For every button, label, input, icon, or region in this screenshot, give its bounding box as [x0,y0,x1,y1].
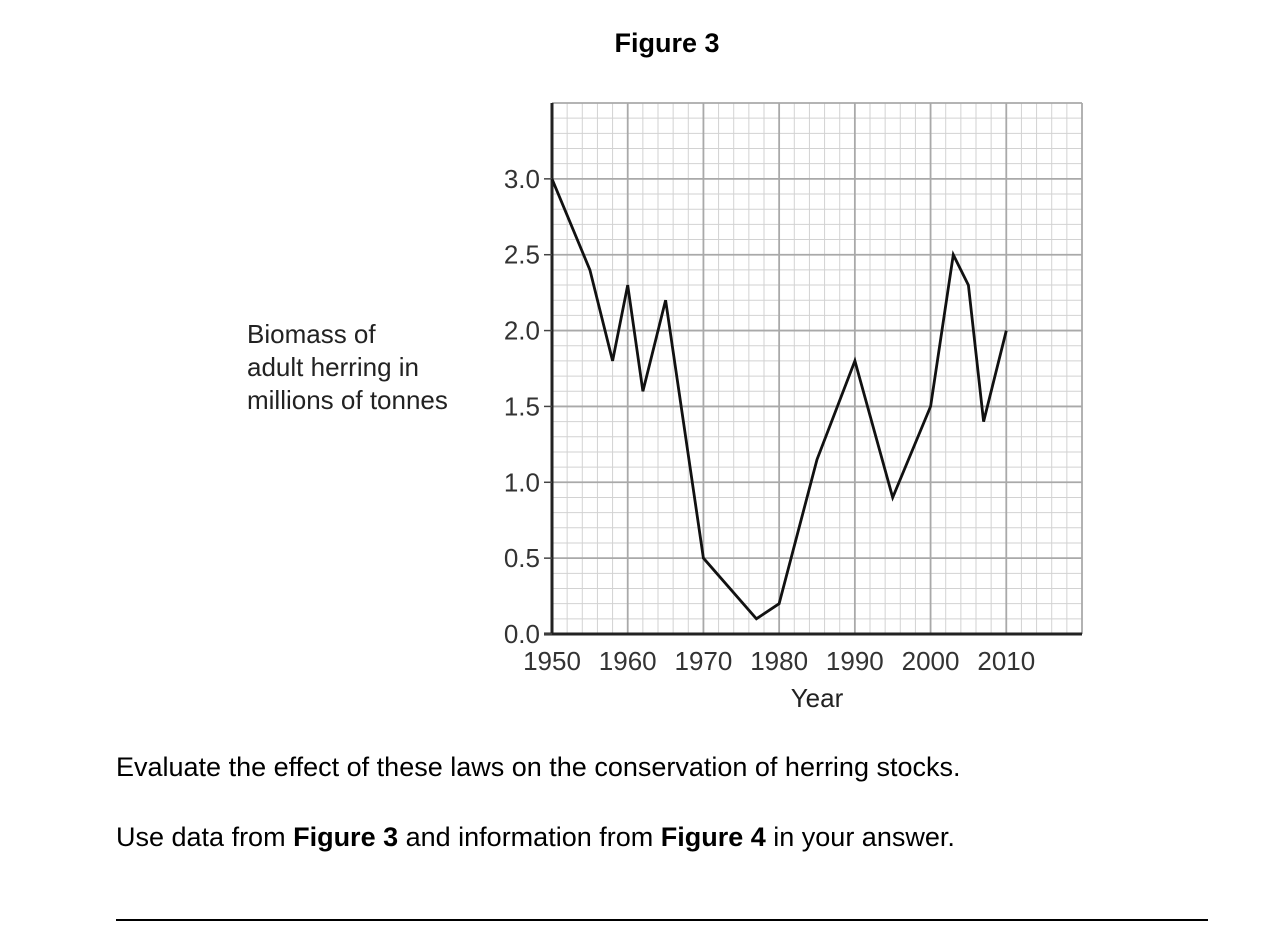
x-tick-label: 1950 [523,646,581,676]
y-axis-label-line: Biomass of [247,319,376,349]
question-text: Evaluate the effect of these laws on the conservation of herring stocks. [116,752,961,782]
minor-grid [552,103,1082,634]
figure-title: Figure 3 [614,28,720,58]
x-tick-label: 1990 [825,646,884,676]
major-grid [552,103,1082,634]
y-axis-label-line: millions of tonnes [247,385,448,415]
y-axis-label-line: adult herring in [247,352,419,382]
y-tick-label: 3.0 [503,163,540,194]
instruction-text [116,822,955,853]
y-tick-label: 2.5 [503,239,540,270]
y-tick-label: 0.0 [503,619,540,649]
x-tick-label: 1970 [674,646,733,676]
x-tick-label: 1980 [750,646,809,676]
y-tick-label: 1.5 [503,391,540,422]
axes [544,103,1082,634]
instruction-part: in your answer. [765,822,955,852]
instruction-part: and information from [398,822,661,852]
y-tick-label: 0.5 [503,543,540,574]
x-tick-label: 2010 [977,646,1036,676]
x-axis-label: Year [790,683,844,713]
answer-line [116,919,1208,921]
y-tick-label: 2.0 [503,315,540,346]
x-tick-label: 1960 [598,646,657,676]
x-tick-label: 2000 [901,646,960,676]
x-tick-labels [523,646,1035,676]
y-tick-label: 1.0 [503,467,540,498]
instruction-part: Use data from [116,822,294,852]
figure-3-reference: Figure 3 [293,822,399,852]
y-tick-labels [504,164,540,649]
figure-4-reference: Figure 4 [660,822,766,852]
